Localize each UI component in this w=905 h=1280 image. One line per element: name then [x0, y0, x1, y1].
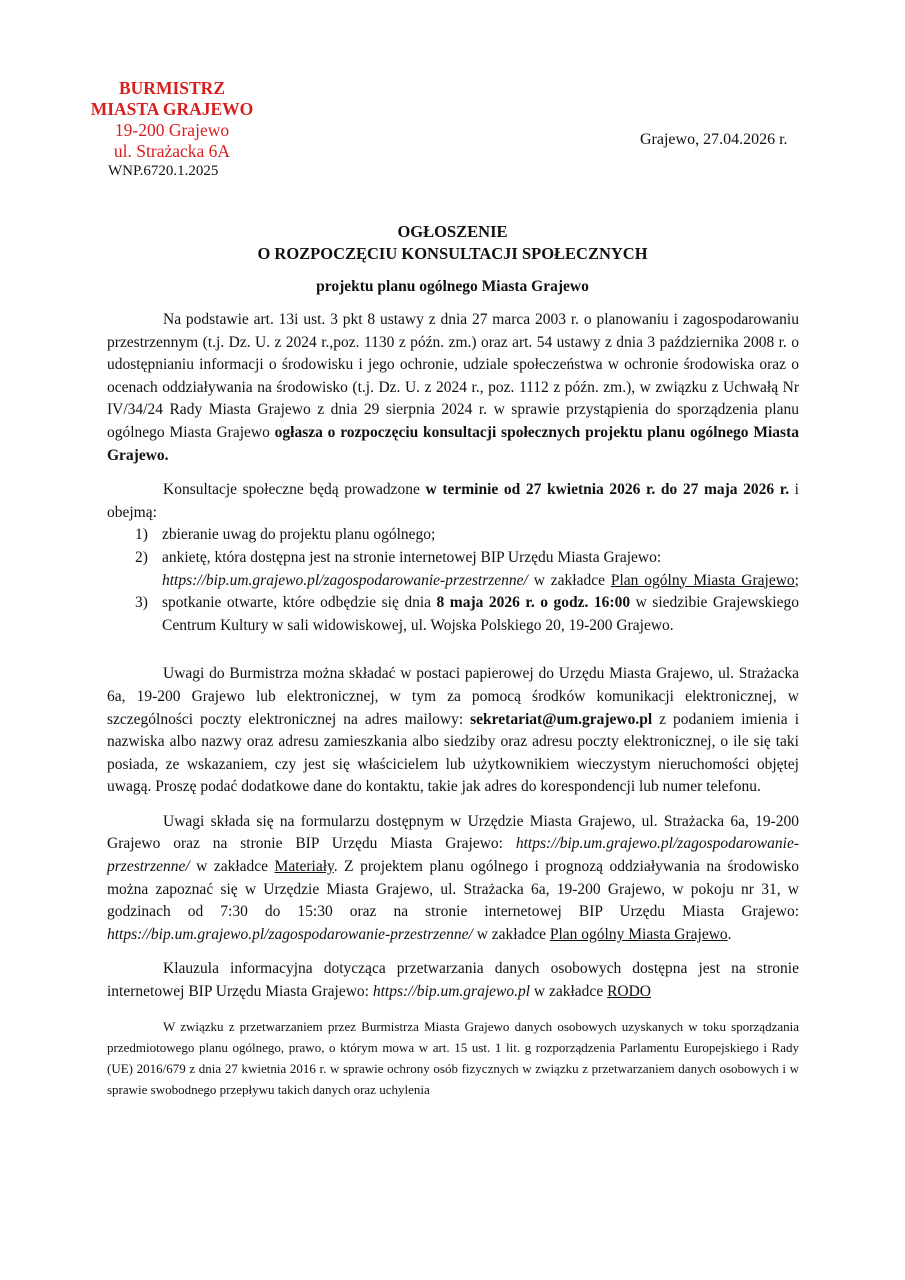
paragraph-submission [107, 663, 799, 799]
meeting-datetime: 8 maja 2026 r. o godz. 16:00 [436, 594, 631, 612]
list-item-text: ankietę, która dostępna jest na stronie internetowej BIP Urzędu Miasta Grajewo: [162, 548, 662, 566]
survey-link-line [162, 570, 799, 593]
submission-text: Uwagi do Burmistrza można składać w postaci papierowej do Urzędu Miasta Grajewo, ul. Strażacka 6a, 19-200 Grajewo lub elektronicznej, w tym za pomocą środków komunikacji elektronicznej, w szczególności poczty elektronicznej na adres mailowy: [107, 665, 799, 728]
submission-requirements: z podaniem imienia i nazwiska albo nazwy oraz adresu zamieszkania albo siedziby oraz adresu poczty elektronicznej, o ile się taki posiada, ze wskazaniem, czy jest się właścicielem lub użytkownikiem wieczystym nieruchomości objętej uwagą. Proszę podać dodatkowe dane do kontaktu, takie jak adres do korespondencji lub numer telefonu. [107, 710, 799, 796]
issuer-postal: 19-200 Grajewo [114, 120, 230, 140]
issuer-street: ul. Strażacka 6A [113, 141, 231, 161]
announcement-statement: ogłasza o rozpoczęciu konsultacji społecznych projektu planu ogólnego Miasta Grajewo. [107, 423, 799, 464]
document-body [107, 309, 799, 1100]
privacy-text: Klauzula informacyjna dotycząca przetwarzania danych osobowych dostępna jest na stronie internetowej BIP Urzędu Miasta Grajewo: [107, 960, 799, 1001]
paragraph-consultation-term [107, 479, 799, 524]
plan-tab-link[interactable]: Plan ogólny Miasta Grajewo [610, 571, 795, 589]
heading-line-1: OGŁOSZENIE [397, 222, 508, 241]
list-item [107, 547, 799, 592]
paragraph-privacy-clause [107, 958, 799, 1003]
list-item [107, 524, 799, 547]
form-text: Uwagi składa się na formularzu dostępnym w Urzędzie Miasta Grajewo, ul. Strażacka 6a, 19-200 Grajewo oraz na stronie BIP Urzędu Miasta Grajewo: [107, 812, 799, 853]
paragraph-form-access [107, 811, 799, 947]
tab-label-text: w zakładce [472, 925, 550, 943]
list-item-text: zbieranie uwag do projektu planu ogólnego; [162, 526, 436, 544]
meeting-location: w siedzibie Grajewskiego Centrum Kultury w sali widowiskowej, ul. Wojska Polskiego 20, 19-200 Grajewo. [162, 594, 799, 634]
tab-label-text: w zakładce [530, 983, 608, 1001]
document-heading [0, 221, 905, 265]
bip-home-url[interactable]: https://bip.um.grajewo.pl [372, 983, 531, 1001]
rodo-tab-link[interactable]: RODO [607, 983, 651, 1001]
sentence-end: . [727, 925, 732, 943]
consultation-term: w terminie od 27 kwietnia 2026 r. do 27 maja 2026 r. [425, 481, 790, 499]
issuer-title: BURMISTRZ [119, 78, 225, 98]
document-date: Grajewo, 27.04.2026 r. [640, 131, 788, 148]
paragraph-gdpr-note: W związku z przetwarzaniem przez Burmistrza Miasta Grajewo danych osobowych uzyskanych w toku sporządzania przedmiotowego planu ogólnego, prawo, o którym mowa w art. 15 ust. 1 lit. g rozporządzenia Parlamentu Europejskiego i Rady (UE) 2016/679 z dnia 27 kwietnia 2016 r. w sprawie ochrony osób fizycznych w związku z przetwarzaniem danych osobowych i w sprawie swobodnego przepływu takich danych oraz uchylenia [107, 1018, 799, 1097]
list-number: 1) [135, 526, 148, 544]
inspection-text: . Z projektem planu ogólnego i prognozą oddziaływania na środowisko można zapoznać się w Urzędzie Miasta Grajewo, ul. Strażacka 6a, 19-200 Grajewo, w pokoju nr 31, w godzinach od 7:30 do 15:30 oraz na stronie internetowej BIP Urzędu Miasta Grajewo: [107, 858, 799, 921]
meeting-intro: spotkanie otwarte, które odbędzie się dnia [162, 594, 437, 612]
consultation-forms-list [107, 524, 799, 637]
issuer-block [72, 78, 272, 162]
list-number: 3) [135, 594, 148, 612]
plan-tab-link[interactable]: Plan ogólny Miasta Grajewo [549, 925, 728, 943]
issuer-city-title: MIASTA GRAJEWO [90, 99, 254, 119]
legal-basis-text: Na podstawie art. 13i ust. 3 pkt 8 ustawy z dnia 27 marca 2003 r. o planowaniu i zagospodarowaniu przestrzennym (t.j. Dz. U. z 2024 r.,poz. 1130 z późn. zm.) oraz art. 54 ustawy z dnia 3 października 2008 r. o udostępnianiu informacji o środowisku i jego ochronie, udziale społeczeństwa w ochronie środowiska oraz o ocenach oddziaływania na środowisko (t.j. Dz. U. z 2024 r., poz. 1112 z późn. zm.), w związku z Uchwałą Nr IV/34/24 Rady Miasta Grajewo z dnia 29 sierpnia 2024 r. w sprawie przystąpienia do sporządzenia planu ogólnego Miasta Grajewo [107, 311, 799, 441]
paragraph-legal-basis [107, 309, 799, 467]
list-punctuation: ; [794, 571, 799, 589]
tab-label-text: w zakładce [527, 571, 611, 589]
term-outro: i obejmą: [107, 481, 799, 521]
tab-label-text: w zakładce [189, 858, 275, 876]
reference-number: WNP.6720.1.2025 [108, 163, 219, 179]
list-item [107, 592, 799, 637]
document-subheading: projektu planu ogólnego Miasta Grajewo [316, 278, 589, 295]
bip-url[interactable]: https://bip.um.grajewo.pl/zagospodarowanie-przestrzenne/ [107, 835, 799, 876]
materials-tab-link[interactable]: Materiały [274, 858, 334, 876]
survey-url[interactable]: https://bip.um.grajewo.pl/zagospodarowanie-przestrzenne/ [162, 571, 528, 589]
contact-email[interactable]: sekretariat@um.grajewo.pl [470, 710, 653, 728]
heading-line-2: O ROZPOCZĘCIU KONSULTACJI SPOŁECZNYCH [257, 244, 648, 263]
list-number: 2) [135, 548, 148, 566]
term-intro: Konsultacje społeczne będą prowadzone [163, 481, 426, 499]
bip-url[interactable]: https://bip.um.grajewo.pl/zagospodarowanie-przestrzenne/ [107, 925, 473, 943]
